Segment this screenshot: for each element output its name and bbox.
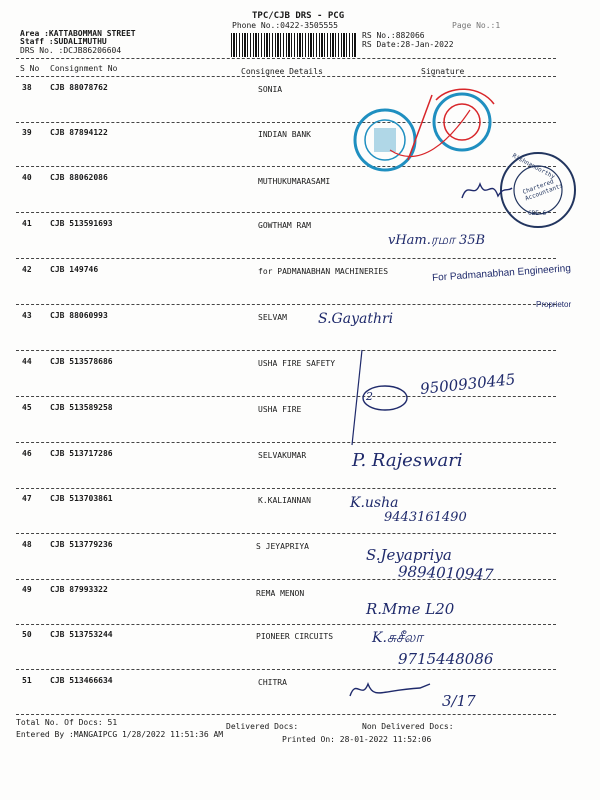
- row-consignment: CJB 513578686: [50, 357, 113, 366]
- row-consignment: CJB 513591693: [50, 219, 113, 228]
- ca-stamp-place: CBE-6: [528, 210, 547, 217]
- row-consignment: CJB 513779236: [50, 540, 113, 549]
- handwriting-row50-name: K.சுசீலா: [372, 630, 423, 646]
- row-consignee: for PADMANABHAN MACHINERIES: [258, 267, 389, 276]
- ca-stamp-text: Chartered Accountants: [521, 178, 564, 203]
- row-consignment: CJB 513703861: [50, 494, 113, 503]
- handwriting-row43: S.Gayathri: [318, 311, 394, 327]
- row-sno: 44: [22, 357, 32, 366]
- row-consignment: CJB 88062086: [50, 173, 108, 182]
- phone-number: Phone No.:0422-3505555: [232, 21, 338, 30]
- handwriting-row48-number: 9894010947: [397, 562, 494, 584]
- row-sno: 42: [22, 265, 32, 274]
- row-consignment: CJB 513717286: [50, 449, 113, 458]
- drs-number: DRS No. :DCJB86206604: [20, 46, 122, 55]
- handwriting-row49: R.Mme L20: [366, 600, 455, 618]
- row-consignee: PIONEER CIRCUITS: [256, 632, 334, 641]
- row-consignee: S JEYAPRIYA: [256, 542, 309, 551]
- company-stamp-name: For Padmanabhan Engineering: [431, 263, 572, 284]
- row-consignment: CJB 87993322: [50, 585, 108, 594]
- page-number: Page No.:1: [452, 21, 501, 30]
- handwriting-row44-number: 9500930445: [419, 370, 517, 398]
- handwriting-row47-name: K.usha: [350, 495, 399, 511]
- row-consignee: SONIA: [258, 85, 283, 94]
- area-label: Area :KATTABOMMAN STREET: [20, 29, 136, 38]
- col-signature: Signature: [421, 67, 465, 76]
- row-consignee: K.KALIANNAN: [258, 496, 311, 505]
- delivered-docs: Delivered Docs:: [226, 722, 299, 731]
- row-sno: 48: [22, 540, 32, 549]
- row-consignee: USHA FIRE: [258, 405, 302, 414]
- row-consignee: GOWTHAM RAM: [258, 221, 311, 230]
- row-consignee: SELVAM: [258, 313, 287, 322]
- row-sno: 47: [22, 494, 32, 503]
- row-consignment: CJB 87894122: [50, 128, 108, 137]
- rs-date: RS Date:28-Jan-2022: [362, 40, 454, 49]
- total-docs: Total No. Of Docs: 51: [16, 718, 118, 727]
- non-delivered-docs: Non Delivered Docs:: [362, 722, 454, 731]
- ca-stamp-top-text: Rishnamoorthy: [511, 152, 556, 181]
- row-consignee: CHITRA: [258, 678, 287, 687]
- row-sno: 40: [22, 173, 32, 182]
- handwriting-row50-number: 9715448086: [398, 650, 494, 668]
- printed-on: Printed On: 28-01-2022 11:52:06: [282, 735, 432, 744]
- row-consignee: MUTHUKUMARASAMI: [258, 177, 331, 186]
- row-consignee: REMA MENON: [256, 589, 305, 598]
- row-consignment: CJB 513589258: [50, 403, 113, 412]
- staff-label: Staff :SUDALIMUTHU: [20, 37, 107, 46]
- handwriting-row47-number: 9443161490: [384, 510, 467, 525]
- company-stamp-title: Proprietor: [536, 300, 572, 309]
- entered-by: Entered By :MANGAIPCG 1/28/2022 11:51:36 AM: [16, 730, 224, 739]
- col-consignee: Consignee Details: [241, 67, 323, 76]
- col-sno: S No: [20, 64, 40, 73]
- handwriting-row44-circle: 2: [366, 390, 373, 403]
- row-sno: 38: [22, 83, 32, 92]
- rs-number: RS No.:882066: [362, 31, 425, 40]
- row-consignee: SELVAKUMAR: [258, 451, 307, 460]
- row-consignee: INDIAN BANK: [258, 130, 311, 139]
- handwriting-row41: vHam.ரமா 35B: [388, 233, 486, 248]
- row-sno: 46: [22, 449, 32, 458]
- handwriting-row46: P. Rajeswari: [352, 450, 463, 471]
- row-consignee: USHA FIRE SAFETY: [258, 359, 336, 368]
- signature-row40-icon: [462, 184, 512, 198]
- row-consignment: CJB 513466634: [50, 676, 113, 685]
- col-consignment: Consignment No: [50, 64, 118, 73]
- row-consignment: CJB 513753244: [50, 630, 113, 639]
- report-title: TPC/CJB DRS - PCG: [252, 11, 345, 21]
- row-consignment: CJB 88060993: [50, 311, 108, 320]
- row-sno: 41: [22, 219, 32, 228]
- row-sno: 39: [22, 128, 32, 137]
- bank-seal-icon: [390, 89, 494, 160]
- row-sno: 50: [22, 630, 32, 639]
- row-sno: 43: [22, 311, 32, 320]
- row-sno: 51: [22, 676, 32, 685]
- signature-row44-icon: [352, 350, 362, 445]
- row-sno: 49: [22, 585, 32, 594]
- row-consignment: CJB 88078762: [50, 83, 108, 92]
- row-sno: 45: [22, 403, 32, 412]
- bank-stamp-icon: [355, 110, 415, 170]
- row-consignment: CJB 149746: [50, 265, 99, 274]
- handwriting-row51-number: 3/17: [442, 692, 476, 710]
- signature-row51-icon: [350, 684, 430, 696]
- handwriting-row48-name: S.Jeyapriya: [366, 546, 452, 564]
